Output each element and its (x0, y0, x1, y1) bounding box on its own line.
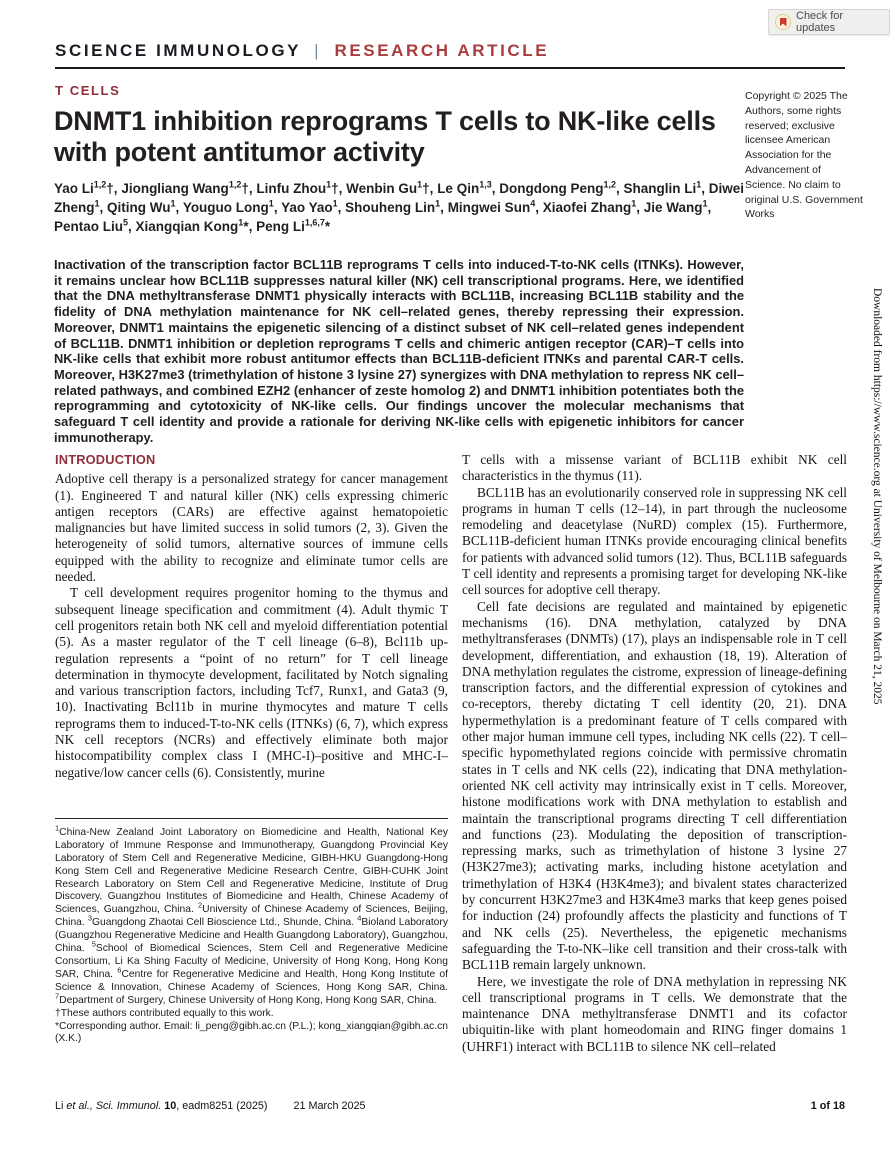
body-paragraph: T cell development requires progenitor homing to the thymus and subsequent lineage specification and commitment (4). Adult thymic T cell progenitors retain both NK cell and myeloid differentiation potential (5). As a master regulator of the T cell lineage (6–8), Bcl11b up-regulation represents a “point of no return” for T cell lineage determination in thymocyte development, facilitated by Notch signaling and various transcription factors, including Tcf7, Runx1, and Gata3 (9, 10). Inactivating Bcl11b in murine thymocytes and mature T cells reprograms them to induced-T-to-NK cells (ITNKs) (6, 7), which express NK cell receptors (NCRs) and effectively eliminate both major histocompatibility complex class I (MHC-I)–positive and MHC-I–negative/low cancer cells (6). Consistently, murine (55, 585, 448, 780)
affiliations: $^1$China-New Zealand Joint Laboratory on Biomedicine and Health, National Key Laboratory of Immune Response and Immunotherapy, Guangdong Provincial Key Laboratory of Stem Cell and Regenerative Medicine, GIBH-HKU Guangdong-Hong Kong Stem Cell and Regenerative Medicine Research Centre, GIBH-CUHK Joint Research Laboratory on Stem Cell and Regenerative Medicine, Institute of Drug Discovery, Guangzhou Institutes of Biomedicine and Health, Chinese Academy of Sciences, Guangzhou, China. $^2$University of Chinese Academy of Sciences, Beijing, China. $^3$Guangdong Zhaotai Cell Bioscience Ltd., Shunde, China. $^4$Bioland Laboratory (Guangzhou Regenerative Medicine and Health Guangdong Laboratory), Guangzhou, China. $^5$School of Biomedical Sciences, Stem Cell and Regenerative Medicine Consortium, Li Ka Shing Faculty of Medicine, University of Hong Kong, Hong Kong SAR, China. $^6$Centre for Regenerative Medicine and Health, Hong Kong Institute of Science & Innovation, Chinese Academy of Sciences, Hong Kong SAR, China. $^7$Department of Surgery, Chinese University of Hong Kong, Hong Kong SAR, China. (55, 823, 449, 1006)
body-paragraph: Adoptive cell therapy is a personalized strategy for cancer management (1). Engineered T and natural killer (NK) cells expressing chimeric antigen receptors (CARs) are effective against hematopoietic malignancies but have limited success in solid tumors (2, 3). Given the heterogeneity of solid tumors, alternative sources of immune cells equipped with the ability to recognize and eliminate tumor cells are needed. (55, 471, 448, 585)
author: Xiangqian Kong$^1$*, (135, 217, 257, 234)
citation (55, 1100, 366, 1112)
citation-segment: 21 March 2025 (293, 1100, 366, 1112)
author: Diwei Zheng$^1$, (54, 181, 745, 215)
masthead-divider: | (314, 41, 322, 60)
left-column-paragraphs (55, 471, 448, 781)
author: Jie Wang$^1$, (643, 198, 712, 215)
right-column (462, 452, 847, 1055)
right-column-paragraphs (462, 452, 847, 1055)
author: Yao Yao$^1$, (281, 198, 346, 215)
author: Mingwei Sun$^4$, (447, 198, 543, 215)
citation-segment: , eadm8251 (2025) (176, 1100, 268, 1112)
masthead (55, 41, 549, 61)
footnotes-block (55, 818, 448, 1046)
masthead-rule (55, 67, 845, 69)
author: Le Qin$^{1,3}$, (437, 179, 500, 196)
introduction-heading: INTRODUCTION (55, 452, 156, 467)
body-paragraph: Here, we investigate the role of DNA methylation in repressing NK cell transcriptional programs in T cells. We demonstrate that the maintenance DNA methyltransferase DNMT1 and its cofactor ubiquitin-like with plant homeodomain and RING finger domains 1 (UHRF1) interact with BCL11B to silence NK cell–related (462, 973, 847, 1054)
download-watermark: Downloaded from https://www.science.org at University of Melbourne on March 21, 2025 (871, 288, 883, 705)
author: Wenbin Gu$^1$†, (346, 179, 438, 196)
author: Dongdong Peng$^{1,2}$, (499, 179, 624, 196)
body-paragraph: Cell fate decisions are regulated and maintained by epigenetic mechanisms (16). DNA methylation, catalyzed by DNA methyltransferases (DNMTs) (17), plays an indispensable role in T cell development, differentiation, and exhaustion (18, 19). Alteration of DNA methylation regulates the cistrome, expression of lineage-defining transcription factors, and the differential expression of cytokines and co-receptors, thereby dictating T cell identity (20, 21). DNA hypermethylation is a predominant feature of T cells compared with other major human immune cell types, including NK cells (22). T cell–specific hypomethylated regions coincide with permissive chromatin states in T cells and NK cells (22), indicating that DNA methylation-oriented NK cell activity may intrinsically exist in T cells. Moreover, histone modifications work with DNA methylation to establish and maintain the transcriptional programs directing T cell differentiation and functions (23). Modulating the deposition of transcription-repressing marks, such as trimethylation of histone 3 lysine 27 (H3K27me3); activating marks, including histone acetylation and trimethylation of H3K4 (H3K4me3); and bivalent states characterized by concurrent H3K27me3 and H3K4me3 marks that keep genes poised for induction (24) profoundly affects the plasticity and functions of T and NK cells (25). Nevertheless, the epigenetic mechanisms safeguarding the T-to-NK–like cell transition and their cross-talk with BCL11B remain largely unknown. (462, 598, 847, 973)
author: Youguo Long$^1$, (182, 198, 282, 215)
body-columns (55, 452, 847, 1055)
copyright-notice: Copyright © 2025 The Authors, some rights reserved; exclusive licensee American Association for the Advancement of Science. No claim to original U.S. Government Works (745, 90, 863, 221)
page-title: DNMT1 inhibition reprograms T cells to NK-like cells with potent antitumor activity (54, 106, 716, 167)
author: Xiaofei Zhang$^1$, (542, 198, 644, 215)
check-for-updates-button[interactable] (768, 9, 890, 35)
author: Shouheng Lin$^1$, (345, 198, 448, 215)
journal-name: SCIENCE IMMUNOLOGY (55, 41, 301, 60)
author: Linfu Zhou$^1$†, (256, 179, 347, 196)
left-column (55, 452, 448, 1055)
page-footer (55, 1100, 845, 1112)
author: Peng Li$^{1,6,7}$* (256, 217, 331, 234)
equal-contribution-note: †These authors contributed equally to this work. (55, 1007, 274, 1019)
author: Pentao Liu$^5$, (54, 217, 136, 234)
author: Jiongliang Wang$^{1,2}$†, (121, 179, 257, 196)
crossmark-icon (775, 14, 791, 30)
section-kicker: T CELLS (55, 83, 121, 98)
author: Qiting Wu$^1$, (107, 198, 183, 215)
abstract: Inactivation of the transcription factor BCL11B reprograms T cells into induced-T-to-NK cells (ITNKs). However, it remains unclear how BCL11B suppresses natural killer (NK) cell transcriptional programs. Here, we identified that the DNA methyltransferase DNMT1 physically interacts with BCL11B, increasing BCL11B stability and the fidelity of DNA methylation maintenance for NK cell–related genes, thereby repressing their expression. Moreover, DNMT1 maintains the epigenetic silencing of a distinct subset of NK cell–related genes independent of BCL11B. DNMT1 inhibition or depletion reprograms T cells and chimeric antigen receptor (CAR)–T cells into NK-like cells that exhibit more robust antitumor effects than BCL11B-deficient ITNKs and parental CAR-T cells. Moreover, H3K27me3 (trimethylation of histone 3 lysine 27) synergizes with DNA methylation to repress NK cell–related pathways, and combined EZH2 (enhancer of zeste homolog 2) and DNMT1 inhibition potentiates both the reprogramming and cytotoxicity of NK-like cells. Our findings uncover the molecular mechanisms that safeguard T cell identity and provide a rationale for deriving NK-like cells with epigenetic inhibitors for cancer immunotherapy. (54, 257, 744, 445)
body-paragraph: BCL11B has an evolutionarily conserved role in suppressing NK cell programs in human T cells (12–14), in part through the nucleosome remodeling and deacetylase (NuRD) complex (15). Furthermore, BCL11B-deficient human ITNKs provide encouraging clinical benefits for patients with advanced solid tumors (12). Thus, BCL11B safeguards T cell identity and represents a promising target for developing NK-like cell sources for adoptive cell therapy. (462, 484, 847, 598)
author-list (54, 179, 752, 236)
body-paragraph: T cells with a missense variant of BCL11B exhibit NK cell characteristics in the thymus (11). (462, 452, 847, 484)
citation-segment: 10 (164, 1100, 177, 1112)
bookmark-icon (780, 18, 787, 27)
author: Yao Li$^{1,2}$†, (54, 179, 122, 196)
check-for-updates-label: Check for updates (796, 10, 844, 34)
author: Shanglin Li$^1$, (623, 179, 709, 196)
page-number: 1 of 18 (810, 1100, 845, 1112)
citation-segment: Li (55, 1100, 67, 1112)
corresponding-author-note: *Corresponding author. Email: li_peng@gibh.ac.cn (P.L.); kong_xiangqian@gibh.ac.cn (X.K.) (55, 1020, 448, 1045)
citation-segment: et al., Sci. Immunol. (66, 1100, 165, 1112)
article-type: RESEARCH ARTICLE (334, 41, 550, 60)
